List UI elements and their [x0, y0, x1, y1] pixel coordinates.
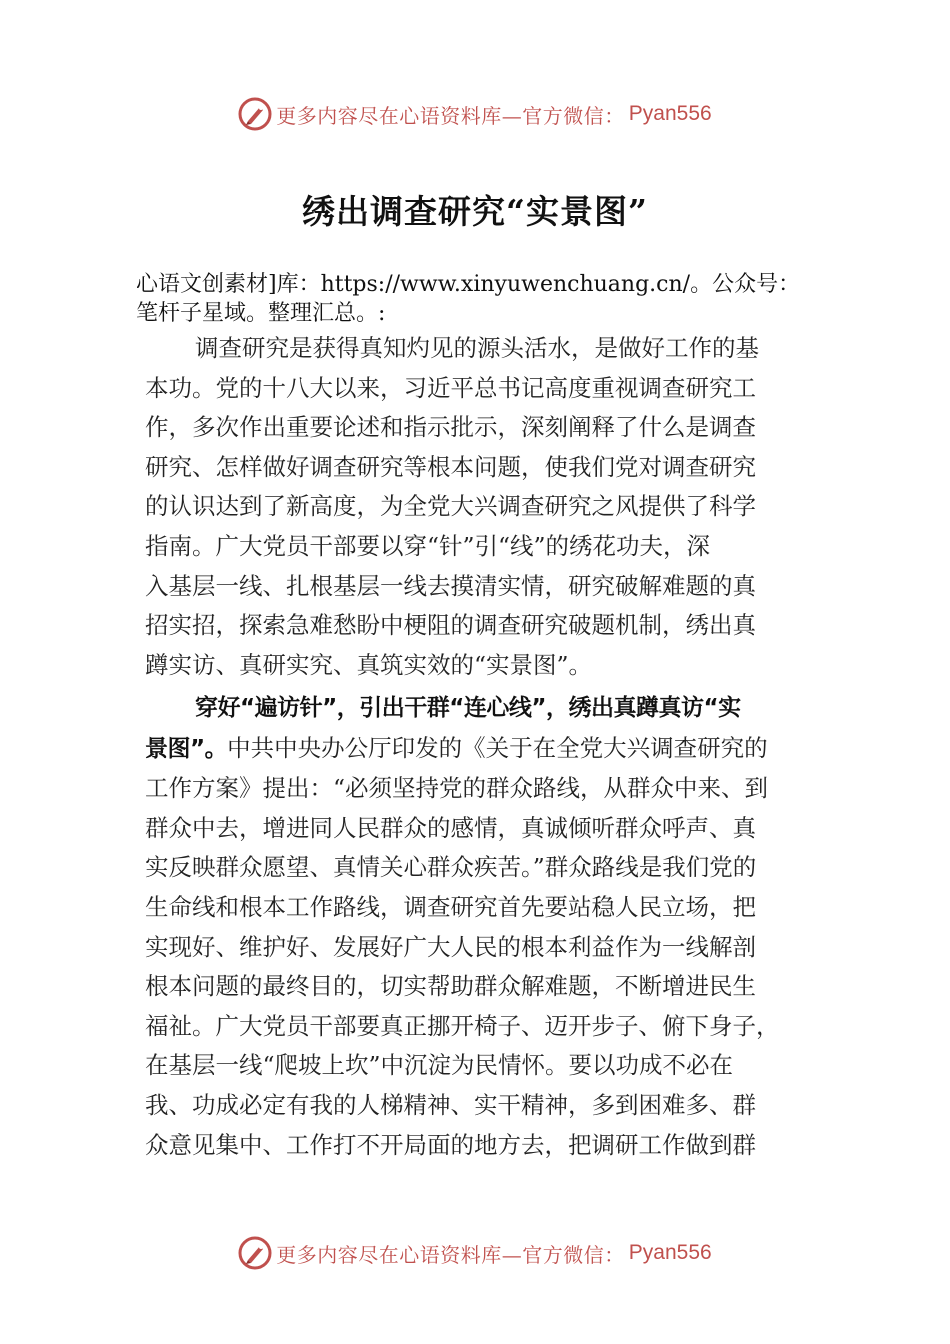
paragraph-line: 我、功成必定有我的人梯精神、实干精神，多到困难多、群 [145, 1090, 756, 1119]
banner-text: 更多内容尽在心语资料库—官方微信： [276, 1242, 625, 1267]
banner-wechat-id: Pyan556 [628, 102, 712, 125]
source-note: 心语文创素材]库：https://www.xinyuwenchuang.cn/。公众号：笔杆子星域。整理汇总。: [136, 272, 801, 326]
paragraph-line: 工作方案》提出：“必须坚持党的群众路线，从群众中来、到 [145, 774, 769, 803]
paragraph-line: 在基层一线“爬坡上坎”中沉淀为民情怀。要以功成不必在 [145, 1051, 734, 1080]
paragraph-line: 群众中去，增进同人民群众的感情，真诚倾听群众呼声、真 [145, 813, 756, 842]
paragraph-line: 蹲实访、真研实究、真筑实效的“实景图”。 [145, 650, 593, 679]
paragraph-line: 作，多次作出重要论述和指示批示，深刻阐释了什么是调查 [145, 413, 756, 442]
paragraph-line: 生命线和根本工作路线，调查研究首先要站稳人民立场，把 [145, 892, 756, 921]
banner-wechat-id: Pyan556 [628, 1241, 712, 1264]
paragraph-line [145, 688, 810, 729]
pen-nib-icon [238, 1236, 272, 1270]
paragraph-line: 研究、怎样做好调查研究等根本问题，使我们党对调查研究 [145, 452, 756, 481]
paragraph-line: 福祉。广大党员干部要真正挪开椅子、迈开步子、俯下身子， [145, 1011, 780, 1040]
paragraph-line: 根本问题的最终目的，切实帮助群众解难题，不断增进民生 [145, 972, 756, 1001]
paragraph-2 [145, 688, 810, 1165]
section-heading: 穿好“遍访针”，引出干群“连心线”，绣出真蹲真访“实 [195, 695, 741, 721]
paragraph-line [145, 729, 810, 770]
paragraph-line: 的认识达到了新高度，为全党大兴调查研究之风提供了科学 [145, 492, 756, 521]
paragraph-text: 中共中央办公厅印发的《关于在全党大兴调查研究的 [227, 733, 768, 762]
paragraph-line: 指南。广大党员干部要以穿“针”引“线”的绣花功夫，深 [145, 531, 711, 560]
paragraph-line: 本功。党的十八大以来，习近平总书记高度重视调查研究工 [145, 373, 756, 402]
pen-nib-icon [238, 97, 272, 131]
footer-banner [0, 1233, 950, 1273]
paragraph-1 [145, 329, 810, 685]
banner-text: 更多内容尽在心语资料库—官方微信： [276, 103, 625, 128]
paragraph-line: 众意见集中、工作打不开局面的地方去，把调研工作做到群 [145, 1130, 756, 1159]
paragraph-line: 实反映群众愿望、真情关心群众疾苦。”群众路线是我们党的 [145, 853, 757, 882]
header-banner [0, 94, 950, 134]
paragraph-line: 调查研究是获得真知灼见的源头活水，是做好工作的基 [195, 334, 759, 362]
section-heading-end: 景图”。 [145, 735, 228, 762]
paragraph-line: 实现好、维护好、发展好广大人民的根本利益作为一线解剖 [145, 932, 756, 961]
page-title: 绣出调查研究“实景图” [302, 192, 648, 231]
paragraph-line: 招实招，探索急难愁盼中梗阻的调查研究破题机制，绣出真 [145, 611, 756, 640]
paragraph-line: 入基层一线、扎根基层一线去摸清实情，研究破解难题的真 [145, 571, 756, 600]
